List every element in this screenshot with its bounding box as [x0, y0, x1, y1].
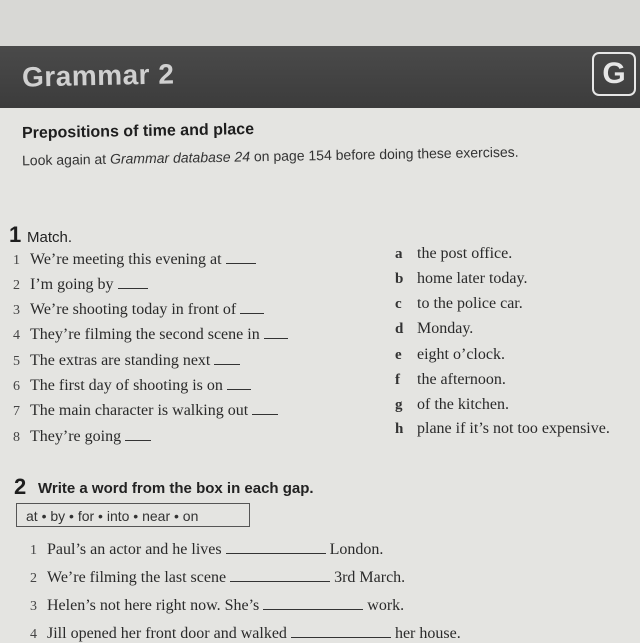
item-number: 4	[13, 328, 20, 343]
answer-blank[interactable]	[240, 313, 264, 314]
match-item	[13, 377, 251, 395]
item-number: 3	[30, 599, 37, 614]
match-option	[395, 320, 473, 338]
item-number: 2	[13, 278, 20, 293]
item-text: They’re filming the second scene in	[30, 326, 260, 343]
exercise-1-number: 1	[9, 222, 22, 247]
intro-text-pre: Look again at	[21, 150, 111, 169]
item-text-after: London.	[329, 541, 384, 558]
match-item	[13, 352, 240, 370]
answer-blank[interactable]	[227, 389, 251, 390]
exercise-2-title: Write a word from the box in each gap.	[38, 480, 314, 497]
option-letter: d	[395, 321, 404, 337]
option-text: the afternoon.	[417, 371, 506, 388]
option-letter: c	[395, 296, 402, 312]
word-box: at • by • for • into • near • on	[16, 503, 250, 527]
item-text-before: Paul’s an actor and he lives	[47, 541, 222, 558]
option-letter: b	[395, 271, 404, 287]
section-badge: G	[592, 52, 636, 96]
item-number: 3	[13, 303, 20, 318]
match-option	[395, 270, 527, 288]
option-letter: a	[395, 246, 403, 262]
exercise-2-number: 2	[14, 474, 27, 499]
item-number: 1	[30, 543, 37, 558]
item-number: 7	[13, 404, 20, 419]
option-letter: g	[395, 397, 403, 413]
match-option	[395, 420, 610, 438]
item-text: We’re shooting today in front of	[30, 301, 237, 318]
match-option	[395, 346, 505, 364]
item-text: We’re meeting this evening at	[30, 251, 222, 268]
item-number: 6	[13, 379, 20, 394]
match-option	[395, 295, 523, 313]
item-text-after: 3rd March.	[334, 569, 406, 586]
match-item	[13, 428, 151, 446]
option-letter: f	[395, 372, 400, 388]
answer-blank[interactable]	[226, 553, 326, 554]
match-option	[395, 396, 509, 414]
item-number: 2	[30, 571, 37, 586]
item-number: 5	[13, 354, 20, 369]
answer-blank[interactable]	[226, 263, 256, 264]
answer-blank[interactable]	[264, 338, 288, 339]
option-letter: e	[395, 347, 402, 363]
option-text: home later today.	[417, 270, 528, 287]
gap-item	[30, 541, 383, 559]
item-text: The extras are standing next	[30, 352, 211, 369]
item-number: 8	[13, 430, 20, 445]
option-text: eight o’clock.	[417, 346, 505, 363]
answer-blank[interactable]	[263, 609, 363, 610]
gap-item	[30, 569, 405, 587]
answer-blank[interactable]	[291, 637, 391, 638]
match-option	[395, 371, 506, 389]
item-text-after: work.	[367, 597, 405, 614]
answer-blank[interactable]	[214, 364, 240, 365]
answer-blank[interactable]	[252, 414, 278, 415]
item-text: They’re going	[30, 428, 122, 445]
exercise-1-title: Match.	[27, 229, 73, 246]
item-text: I’m going by	[30, 276, 114, 293]
match-item	[13, 251, 256, 269]
answer-blank[interactable]	[230, 581, 330, 582]
page-title: Grammar 2	[21, 58, 175, 93]
item-text: The first day of shooting is on	[30, 377, 223, 394]
item-text-before: We’re filming the last scene	[47, 569, 227, 586]
item-text-before: Helen’s not here right now. She’s	[47, 597, 260, 614]
intro-reference: Grammar database 24	[109, 148, 251, 167]
option-text: Monday.	[417, 320, 474, 337]
match-item	[13, 402, 278, 420]
match-item	[13, 326, 288, 344]
page-top-margin	[0, 0, 640, 46]
item-text-before: Jill opened her front door and walked	[47, 625, 287, 642]
option-text: the post office.	[417, 245, 513, 262]
match-item	[13, 276, 148, 294]
match-item	[13, 301, 264, 319]
intro-text-post: on page 154 before doing these exercises.	[249, 143, 519, 165]
answer-blank[interactable]	[125, 440, 151, 441]
answer-blank[interactable]	[118, 288, 148, 289]
match-option	[395, 245, 512, 263]
section-intro	[22, 144, 519, 169]
option-text: to the police car.	[417, 295, 523, 312]
option-text: of the kitchen.	[417, 396, 509, 413]
option-letter: h	[395, 421, 404, 437]
item-text: The main character is walking out	[30, 402, 249, 419]
option-text: plane if it’s not too expensive.	[417, 420, 610, 437]
item-number: 4	[30, 627, 37, 642]
section-heading: Prepositions of time and place	[21, 120, 255, 143]
item-text-after: her house.	[394, 625, 461, 642]
gap-item	[30, 625, 461, 643]
item-number: 1	[13, 253, 20, 268]
gap-item	[30, 597, 404, 615]
